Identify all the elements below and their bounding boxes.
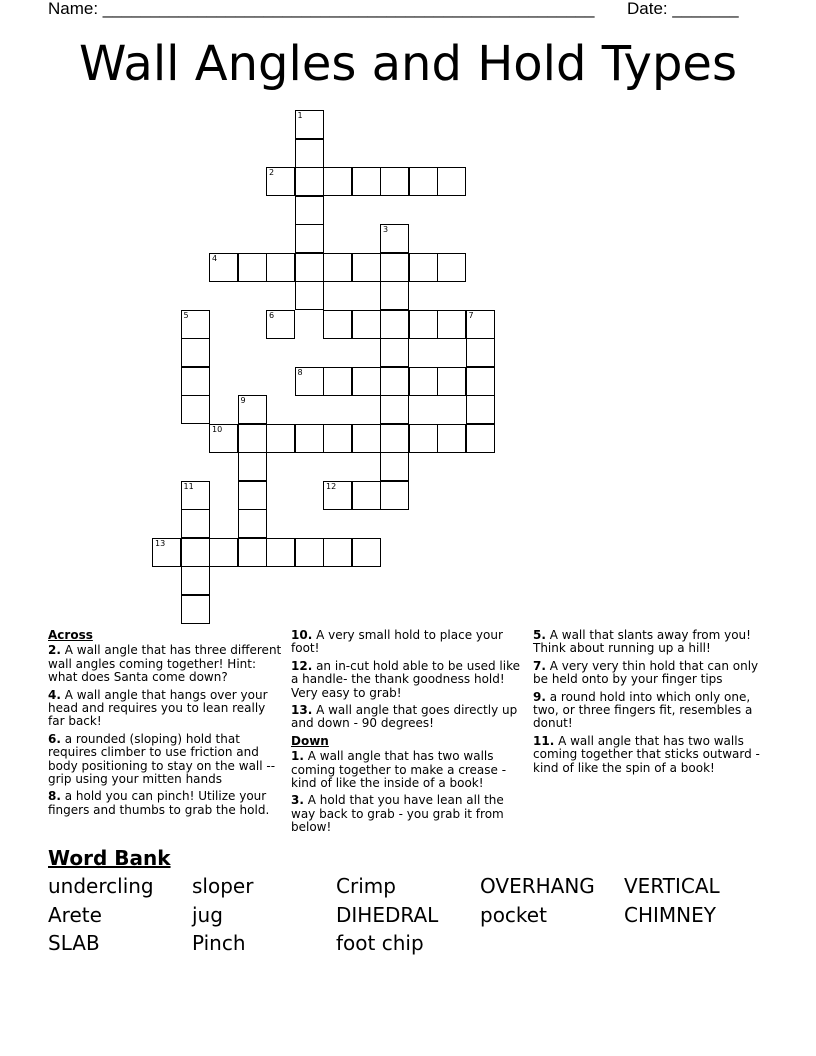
- grid-cell[interactable]: [380, 310, 409, 339]
- grid-cell[interactable]: [323, 538, 352, 567]
- clue-number: 9: [240, 396, 246, 405]
- word-bank-word: VERTICAL: [624, 874, 720, 898]
- clue-number: 6.: [48, 731, 61, 746]
- grid-cell[interactable]: [209, 538, 238, 567]
- clue-text: A wall angle that has two walls coming together that sticks outward - kind of like the spin of a book!: [533, 733, 760, 775]
- clue: [291, 629, 521, 656]
- name-field-label[interactable]: Name: ____________________________________________________: [48, 0, 595, 18]
- grid-cell[interactable]: [409, 367, 438, 396]
- clue-number: 10: [212, 424, 223, 434]
- word-bank-word: Crimp: [336, 874, 396, 898]
- grid-cell[interactable]: [409, 424, 438, 453]
- grid-cell[interactable]: [323, 481, 352, 510]
- grid-cell[interactable]: [352, 538, 381, 567]
- grid-cell[interactable]: [437, 253, 466, 282]
- clue-number: 1.: [291, 749, 304, 764]
- grid-cell[interactable]: [466, 338, 495, 367]
- clue-number: 5: [183, 310, 189, 320]
- grid-cell[interactable]: [266, 167, 295, 196]
- clues-column-3: [533, 629, 765, 779]
- across-heading: Across: [48, 628, 93, 642]
- clue-number: 1: [297, 111, 303, 120]
- grid-cell[interactable]: [466, 310, 495, 339]
- clue: [291, 750, 521, 790]
- clue: [291, 660, 521, 700]
- clue-text: a rounded (sloping) hold that requires climber to use friction and body positioning to stay on the wall --grip using your mitten hands: [48, 731, 276, 787]
- clue: [533, 735, 765, 775]
- clues-column-2: [291, 629, 521, 839]
- word-bank-word: CHIMNEY: [624, 902, 716, 927]
- grid-cell[interactable]: [466, 424, 495, 453]
- clue-text: A wall that slants away from you! Think about running up a hill!: [533, 628, 751, 656]
- grid-cell[interactable]: [323, 424, 352, 453]
- grid-cell[interactable]: [295, 281, 324, 310]
- grid-cell[interactable]: [238, 509, 267, 538]
- grid-cell[interactable]: [266, 253, 295, 282]
- clue-text: A very very thin hold that can only be held onto by your finger tips: [533, 658, 759, 687]
- clue-text: an in-cut hold able to be used like a handle- the thank goodness hold! Very easy to grab!: [291, 658, 520, 700]
- grid-cell[interactable]: [238, 481, 267, 510]
- grid-cell[interactable]: [380, 424, 409, 453]
- grid-cell[interactable]: [409, 310, 438, 339]
- grid-cell[interactable]: [466, 367, 495, 396]
- grid-cell[interactable]: [437, 310, 466, 339]
- grid-cell[interactable]: [181, 566, 210, 595]
- clue-number: 2: [269, 168, 275, 177]
- grid-cell[interactable]: [409, 167, 438, 196]
- clue-number: 11.: [533, 733, 555, 748]
- clue-text: A hold that you have lean all the way back to grab - you grab it from below!: [291, 793, 504, 835]
- word-bank-title: Word Bank: [48, 846, 171, 870]
- grid-cell[interactable]: [352, 310, 381, 339]
- grid-cell[interactable]: [437, 367, 466, 396]
- grid-cell[interactable]: [295, 110, 324, 139]
- word-bank-word: Pinch: [192, 931, 246, 955]
- grid-cell[interactable]: [352, 167, 381, 196]
- grid-cell[interactable]: [380, 253, 409, 282]
- grid-cell[interactable]: [295, 224, 324, 253]
- word-bank-word: sloper: [192, 874, 254, 898]
- grid-cell[interactable]: [295, 367, 324, 396]
- grid-cell[interactable]: [209, 424, 238, 453]
- grid-cell[interactable]: [352, 481, 381, 510]
- grid-cell[interactable]: [181, 367, 210, 396]
- grid-cell[interactable]: [466, 395, 495, 424]
- clue: [533, 691, 765, 731]
- clue-number: 13: [155, 538, 166, 548]
- word-bank-word: OVERHANG: [480, 874, 595, 898]
- word-bank-word: Arete: [48, 902, 102, 927]
- clue: [48, 733, 284, 787]
- clue-number: 12: [326, 481, 337, 491]
- grid-cell[interactable]: [181, 338, 210, 367]
- grid-cell[interactable]: [295, 139, 324, 168]
- grid-cell[interactable]: [295, 196, 324, 225]
- clue-number: 12.: [291, 658, 313, 673]
- clue-text: A wall angle that goes directly up and down - 90 degrees!: [291, 703, 518, 731]
- clue: [291, 794, 521, 834]
- clue-number: 3.: [291, 793, 304, 808]
- clue-number: 8: [297, 367, 303, 377]
- word-bank-word: pocket: [480, 902, 547, 927]
- grid-cell[interactable]: [380, 452, 409, 481]
- clue-text: a hold you can pinch! Utilize your fingers and thumbs to grab the hold.: [48, 789, 270, 817]
- clue: [533, 660, 765, 687]
- grid-cell[interactable]: [238, 538, 267, 567]
- clue-number: 2.: [48, 643, 61, 658]
- clue-text: A very small hold to place your foot!: [291, 628, 503, 656]
- clue-number: 8.: [48, 789, 61, 804]
- grid-cell[interactable]: [323, 367, 352, 396]
- grid-cell[interactable]: [295, 538, 324, 567]
- grid-cell[interactable]: [266, 538, 295, 567]
- grid-cell[interactable]: [437, 424, 466, 453]
- grid-cell[interactable]: [323, 167, 352, 196]
- grid-cell[interactable]: [209, 253, 238, 282]
- grid-cell[interactable]: [380, 167, 409, 196]
- clue-number: 11: [183, 481, 194, 491]
- grid-cell[interactable]: [352, 424, 381, 453]
- grid-cell[interactable]: [380, 367, 409, 396]
- grid-cell[interactable]: [323, 253, 352, 282]
- grid-cell[interactable]: [352, 367, 381, 396]
- word-bank-word: undercling: [48, 874, 154, 898]
- grid-cell[interactable]: [323, 310, 352, 339]
- clue-text: a round hold into which only one, two, or three fingers fit, resembles a donut!: [533, 689, 753, 731]
- clue-text: A wall angle that hangs over your head and requires you to lean really far back!: [48, 687, 268, 729]
- grid-cell[interactable]: [181, 395, 210, 424]
- clue-text: A wall angle that has two walls coming together to make a crease - kind of like the inside of a book!: [291, 749, 507, 791]
- grid-cell[interactable]: [238, 395, 267, 424]
- clue-number: 6: [269, 310, 275, 320]
- clue: [48, 689, 284, 729]
- clue-number: 7.: [533, 658, 546, 673]
- clue: [48, 790, 284, 817]
- grid-cell[interactable]: [266, 310, 295, 339]
- grid-cell[interactable]: [238, 424, 267, 453]
- grid-cell[interactable]: [380, 481, 409, 510]
- word-bank-word: DIHEDRAL: [336, 902, 439, 927]
- grid-cell[interactable]: [152, 538, 181, 567]
- clue-number: 10.: [291, 628, 313, 642]
- clue-number: 4.: [48, 687, 61, 702]
- grid-cell[interactable]: [295, 424, 324, 453]
- grid-cell[interactable]: [181, 595, 210, 624]
- down-heading: Down: [291, 733, 329, 748]
- word-bank-word: SLAB: [48, 931, 100, 955]
- clue: [48, 644, 284, 684]
- clue-number: 13.: [291, 703, 313, 718]
- grid-cell[interactable]: [380, 224, 409, 253]
- page-title: Wall Angles and Hold Types: [79, 36, 737, 92]
- date-field-label[interactable]: Date: _______: [627, 0, 739, 18]
- clue: [291, 704, 521, 731]
- grid-cell[interactable]: [409, 253, 438, 282]
- clue-number: 5.: [533, 628, 546, 642]
- clue-number: 4: [212, 253, 218, 263]
- grid-cell[interactable]: [181, 481, 210, 510]
- grid-cell[interactable]: [295, 167, 324, 196]
- clue-number: 3: [383, 225, 389, 234]
- grid-cell[interactable]: [181, 538, 210, 567]
- grid-cell[interactable]: [437, 167, 466, 196]
- grid-cell[interactable]: [295, 253, 324, 282]
- grid-cell[interactable]: [181, 310, 210, 339]
- grid-cell[interactable]: [380, 338, 409, 367]
- grid-cell[interactable]: [238, 253, 267, 282]
- grid-cell[interactable]: [266, 424, 295, 453]
- grid-cell[interactable]: [380, 395, 409, 424]
- grid-cell[interactable]: [181, 509, 210, 538]
- grid-cell[interactable]: [352, 253, 381, 282]
- clue: [533, 629, 765, 656]
- clue-number: 7: [468, 310, 474, 320]
- clues-column-1: [48, 629, 284, 821]
- word-bank-word: foot chip: [336, 931, 424, 955]
- grid-cell[interactable]: [380, 281, 409, 310]
- word-bank-word: jug: [192, 902, 223, 927]
- clue-number: 9.: [533, 689, 546, 704]
- clue-text: A wall angle that has three different wall angles coming together! Hint: what does Santa come down?: [48, 643, 282, 685]
- grid-cell[interactable]: [238, 452, 267, 481]
